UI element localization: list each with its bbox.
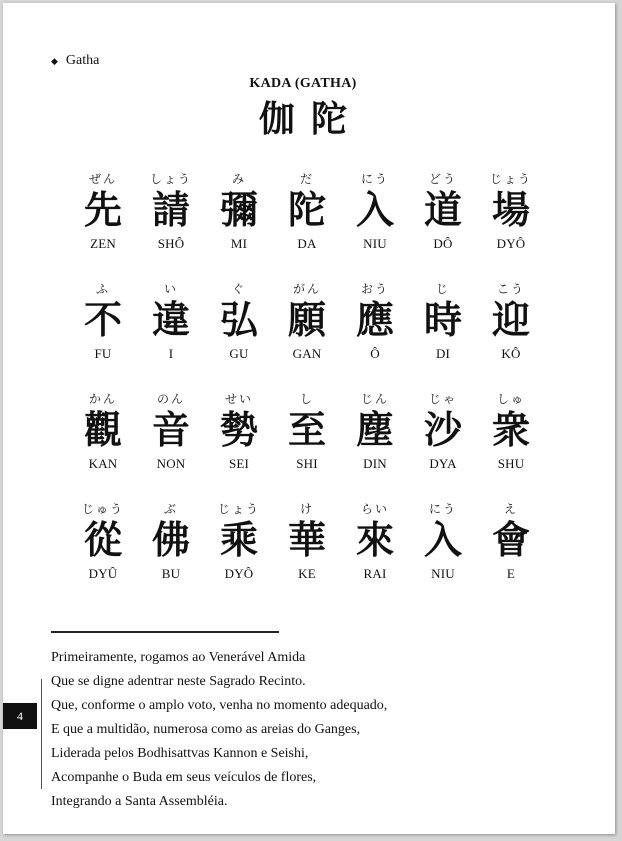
furigana-text: ふ <box>95 282 110 296</box>
furigana-text: じ <box>435 282 450 296</box>
gatha-cell <box>205 171 273 281</box>
section-label-text: Gatha <box>65 53 100 68</box>
kanji-text: 音 <box>151 408 190 452</box>
document-page <box>3 3 615 834</box>
kanji-text: 請 <box>151 188 190 232</box>
furigana-text: にう <box>428 502 457 516</box>
gatha-cell <box>205 391 273 501</box>
translation-line: E que a multidão, numerosa como as areias do Ganges, <box>51 722 361 737</box>
translation-line: Liderada pelos Bodhisattvas Kannon e Seishi, <box>51 746 309 761</box>
gatha-cell <box>409 171 477 281</box>
gatha-cell <box>69 281 137 391</box>
gatha-cell <box>137 281 205 391</box>
section-label <box>51 53 99 69</box>
kanji-text: 先 <box>83 188 122 232</box>
gatha-row <box>69 391 545 501</box>
furigana-text: かん <box>88 392 117 406</box>
furigana-text: じん <box>360 392 389 406</box>
furigana-text: しゅ <box>496 392 525 406</box>
furigana-text: じゃ <box>428 392 457 406</box>
furigana-text: しょう <box>149 172 192 186</box>
gatha-cell <box>341 391 409 501</box>
kanji-text: 乘 <box>219 518 258 562</box>
romaji-text: FU <box>94 346 112 361</box>
kanji-text: 佛 <box>151 518 190 562</box>
gatha-cell <box>477 501 545 611</box>
kanji-text: 時 <box>423 298 462 342</box>
furigana-text: らい <box>360 502 389 516</box>
gatha-cell <box>273 391 341 501</box>
gatha-row <box>69 501 545 611</box>
gatha-cell <box>137 501 205 611</box>
furigana-text: ぐ <box>231 282 246 296</box>
furigana-text: じょう <box>217 502 260 516</box>
romaji-text: SHÔ <box>157 236 185 251</box>
gatha-row <box>69 281 545 391</box>
romaji-text: NON <box>156 456 186 471</box>
separator-rule <box>51 631 279 633</box>
romaji-text: SEI <box>228 456 250 471</box>
furigana-text: み <box>231 172 246 186</box>
gatha-cell <box>205 501 273 611</box>
romaji-text: KAN <box>88 456 118 471</box>
page-number-tab <box>3 703 37 729</box>
gatha-cell <box>409 391 477 501</box>
furigana-text: せい <box>224 392 253 406</box>
kanji-text: 陀 <box>287 188 326 232</box>
romaji-text: KE <box>298 566 316 581</box>
kanji-text: 會 <box>491 518 530 562</box>
romaji-text: DÔ <box>433 236 453 251</box>
romaji-text: RAI <box>363 566 387 581</box>
gatha-cell <box>341 501 409 611</box>
gatha-cell <box>69 171 137 281</box>
furigana-text: ぶ <box>163 502 178 516</box>
kanji-text: 應 <box>355 298 394 342</box>
kanji-text: 觀 <box>83 408 122 452</box>
romaji-text: NIU <box>363 236 387 251</box>
romaji-text: DYA <box>429 456 457 471</box>
gatha-cell <box>273 281 341 391</box>
gatha-cell <box>205 281 273 391</box>
furigana-text: じょう <box>489 172 532 186</box>
page-number: 4 <box>17 708 23 723</box>
kanji-text: 違 <box>151 298 190 342</box>
translation-line: Que se digne adentrar neste Sagrado Recinto. <box>51 674 306 689</box>
gatha-cell <box>69 501 137 611</box>
translation-line: Acompanhe o Buda em seus veículos de flores, <box>51 770 317 785</box>
romaji-text: NIU <box>431 566 455 581</box>
translation-block <box>51 646 387 814</box>
romaji-text: ZEN <box>90 236 116 251</box>
furigana-text: のん <box>156 392 185 406</box>
kanji-text: 場 <box>491 188 530 232</box>
translation-line: Integrando a Santa Assembléia. <box>51 794 228 809</box>
gatha-cell <box>477 281 545 391</box>
translation-line: Primeiramente, rogamos ao Venerável Amida <box>51 650 306 665</box>
romaji-text: DYÔ <box>224 566 254 581</box>
romaji-text: BU <box>161 566 181 581</box>
romaji-text: DI <box>435 346 451 361</box>
kanji-text: 沙 <box>423 408 462 452</box>
gatha-row <box>69 171 545 281</box>
furigana-text: え <box>503 502 518 516</box>
romaji-text: GAN <box>292 346 322 361</box>
romaji-text: I <box>168 346 174 361</box>
gatha-cell <box>341 281 409 391</box>
kanji-text: 不 <box>83 298 122 342</box>
kanji-text: 塵 <box>355 408 394 452</box>
romaji-text: DYÛ <box>88 566 118 581</box>
title-kanji: 伽陀 <box>258 99 363 140</box>
romaji-text: KÔ <box>501 346 521 361</box>
gatha-cell <box>477 391 545 501</box>
gatha-cell <box>273 171 341 281</box>
kanji-text: 彌 <box>219 188 258 232</box>
romaji-text: DA <box>297 236 317 251</box>
kanji-text: 衆 <box>491 408 530 452</box>
furigana-text: にう <box>360 172 389 186</box>
romaji-text: DYÔ <box>496 236 526 251</box>
kanji-text: 從 <box>83 518 122 562</box>
furigana-text: い <box>163 282 178 296</box>
gatha-cell <box>69 391 137 501</box>
translation-line: Que, conforme o amplo voto, venha no momento adequado, <box>51 698 388 713</box>
gatha-text-grid <box>69 171 545 611</box>
romaji-text: SHU <box>497 456 525 471</box>
gatha-cell <box>341 171 409 281</box>
kanji-text: 迎 <box>491 298 530 342</box>
kanji-text: 華 <box>287 518 326 562</box>
romaji-text: SHI <box>296 456 318 471</box>
furigana-text: がん <box>292 282 321 296</box>
gatha-cell <box>477 171 545 281</box>
gatha-cell <box>409 501 477 611</box>
kanji-text: 勢 <box>219 408 258 452</box>
kanji-text: 道 <box>423 188 462 232</box>
gatha-cell <box>137 171 205 281</box>
gatha-cell <box>409 281 477 391</box>
romaji-text: Ô <box>370 346 380 361</box>
kanji-text: 入 <box>355 188 394 232</box>
margin-line <box>41 679 42 789</box>
romaji-text: DIN <box>363 456 387 471</box>
kanji-text: 來 <box>355 518 394 562</box>
kanji-text: 至 <box>287 408 326 452</box>
furigana-text: け <box>299 502 314 516</box>
kanji-text: 願 <box>287 298 326 342</box>
furigana-text: おう <box>360 282 389 296</box>
furigana-text: し <box>299 392 314 406</box>
romaji-text: GU <box>229 346 249 361</box>
furigana-text: だ <box>299 172 314 186</box>
gatha-cell <box>273 501 341 611</box>
kanji-text: 弘 <box>219 298 258 342</box>
diamond-bullet-icon: ◆ <box>51 55 58 66</box>
page-title: KADA (GATHA) <box>249 76 357 91</box>
furigana-text: こう <box>496 282 525 296</box>
furigana-text: ぜん <box>88 172 117 186</box>
kanji-text: 入 <box>423 518 462 562</box>
romaji-text: E <box>506 566 516 581</box>
furigana-text: じゅう <box>81 502 124 516</box>
romaji-text: MI <box>230 236 248 251</box>
gatha-cell <box>137 391 205 501</box>
furigana-text: どう <box>428 172 457 186</box>
